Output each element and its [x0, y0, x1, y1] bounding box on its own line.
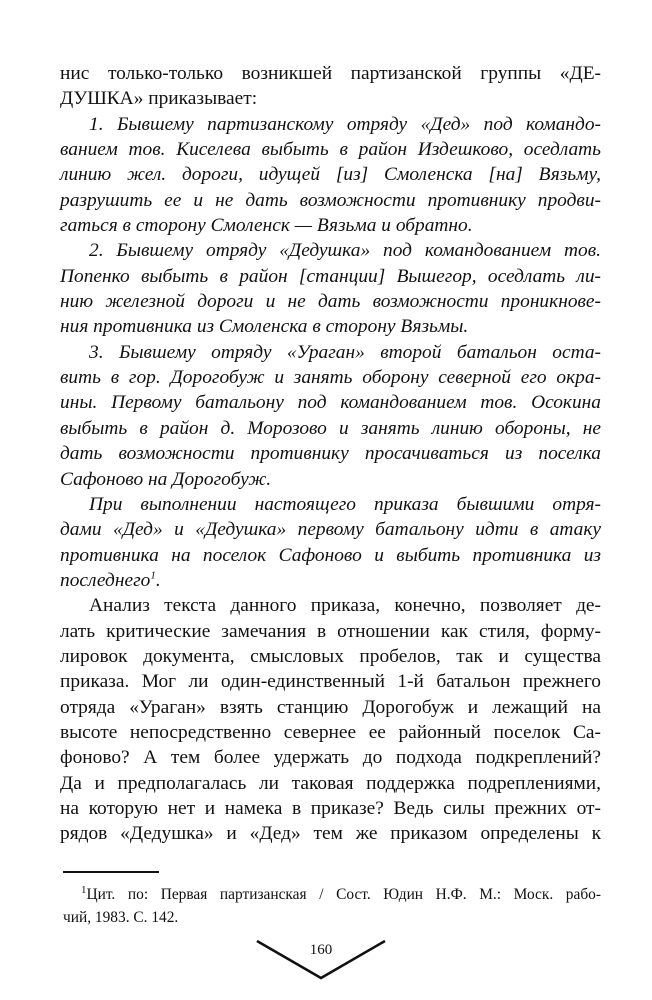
body-text — [60, 61, 601, 847]
footnote-ref[interactable]: 1 — [150, 569, 156, 582]
text-line: на которую нет и намека в приказе? Ведь силы прежних от- — [60, 797, 601, 819]
text-line: фоново? А тем более удержать до подхода подкреплений? — [60, 747, 601, 769]
text-line: При выполнении настоящего приказа бывшими отря- — [89, 493, 601, 515]
text-line: 3. Бывшему отряду «Ураган» второй батальон оста- — [89, 341, 601, 363]
text-line: рядов «Дедушка» и «Дед» тем же приказом определены к — [60, 823, 601, 845]
text-line: нию железной дороги и не дать возможности проникнове- — [60, 291, 601, 313]
text-line: гаться в сторону Смоленск — Вязьма и обратно. — [60, 215, 473, 237]
text-line: выбыть в район д. Морозово и занять линию обороны, не — [60, 417, 601, 439]
text-line: Анализ текста данного приказа, конечно, позволяет де- — [89, 595, 601, 617]
footnote-marker: 1 — [81, 883, 87, 896]
footnote-divider — [63, 871, 159, 873]
text-line: ДУШКА» приказывает: — [60, 88, 258, 110]
text-line: разрушить ее и не дать возможности противнику продви- — [60, 189, 601, 211]
text-line: вить в гор. Дорогобуж и занять оборону северной его окра- — [60, 367, 601, 389]
text-line: ины. Первому батальону под командованием тов. Осокина — [60, 392, 601, 414]
text-line: дать возможности противнику просачиваться из поселка — [60, 443, 601, 465]
footnote-text: Цит. по: Первая партизанская / Сост. Юдин Н.Ф. М.: Моск. рабо- — [86, 886, 601, 903]
text-line: последнего$^1$. — [60, 569, 161, 591]
text-line: лать критические замечания в отношении как стиля, форму- — [60, 620, 601, 642]
footnote — [63, 883, 601, 929]
text-line: приказа. Мог ли один-единственный 1-й батальон прежнего — [60, 671, 601, 693]
text-line: Сафоново на Дорогобуж. — [60, 468, 272, 490]
text-line: дами «Дед» и «Дедушка» первому батальону идти в атаку — [60, 519, 601, 541]
page-number — [255, 938, 387, 980]
footnote-line — [63, 883, 601, 906]
text-line: нис только-только возникшей партизанской группы «ДЕ- — [60, 63, 601, 84]
page-number-text: 160 — [309, 942, 333, 958]
text-line: ния противника из Смоленска в сторону Вязьмы. — [60, 316, 469, 338]
text-line: лировок документа, смысловых пробелов, так и существа — [60, 645, 601, 667]
text-line: противника на поселок Сафоново и выбить противника из — [60, 544, 601, 566]
text-line: высоте непосредственно севернее ее районный поселок Са- — [60, 721, 601, 743]
text-line: Попенко выбыть в район [станции] Вышегор, оседлать ли- — [60, 265, 601, 287]
text-line: 1. Бывшему партизанскому отряду «Дед» под командо- — [89, 113, 601, 135]
text-line-content: последнего — [60, 569, 151, 591]
text-line: ванием тов. Киселева выбыть в район Издешково, оседлать — [60, 139, 601, 161]
text-line: Да и предполагалась ли таковая поддержка подреплениями, — [60, 772, 601, 794]
footnote-line: чий, 1983. С. 142. — [63, 909, 179, 926]
text-line: 2. Бывшему отряду «Дедушка» под командованием тов. — [89, 240, 601, 262]
text-line: линию жел. дороги, идущей [из] Смоленска [на] Вязьму, — [60, 164, 601, 186]
text-line: отряда «Ураган» взять станцию Дорогобуж и лежащий на — [60, 696, 601, 718]
